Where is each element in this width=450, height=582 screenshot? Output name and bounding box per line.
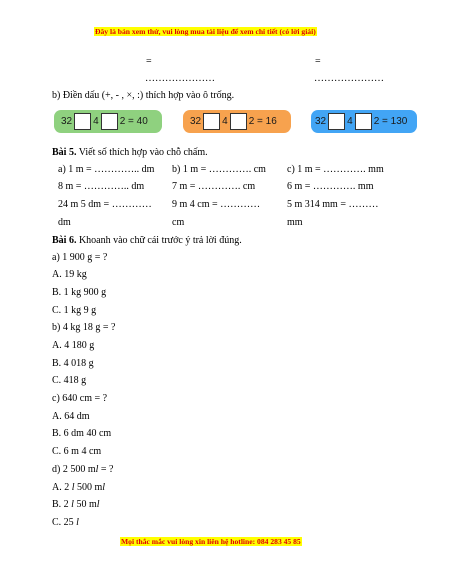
bai5-r1c2: b) 1 m = …………. cm bbox=[172, 164, 266, 175]
bai5-r1c1: a) 1 m = ………….. dm bbox=[58, 164, 155, 175]
card1-number-b: 4 bbox=[93, 116, 99, 127]
dots-left: ………………… bbox=[145, 73, 215, 84]
preview-banner: Đây là bản xem thử, vui lòng mua tài liệu để xem chi tiết (có lời giải) bbox=[95, 27, 316, 36]
qd-b-unit-1: l bbox=[71, 499, 74, 510]
operation-card-3 bbox=[311, 110, 417, 133]
question-a: a) 1 900 g = ? bbox=[52, 252, 108, 263]
bai6-title: Khoanh vào chữ cái trước ý trả lời đúng. bbox=[76, 235, 242, 246]
question-b-option-c[interactable]: C. 418 g bbox=[52, 375, 87, 386]
card3-answer-box-2[interactable] bbox=[355, 113, 372, 130]
card2-answer-box-2[interactable] bbox=[230, 113, 247, 130]
question-d-post: = ? bbox=[98, 464, 114, 475]
question-b-option-a[interactable]: A. 4 180 g bbox=[52, 340, 95, 351]
question-a-option-c[interactable]: C. 1 kg 9 g bbox=[52, 305, 97, 316]
question-d-unit: l bbox=[95, 464, 99, 475]
question-a-option-b[interactable]: B. 1 kg 900 g bbox=[52, 287, 107, 298]
dots-right: ………………… bbox=[314, 73, 384, 84]
bai5-r2c3: 6 m = …………. mm bbox=[287, 181, 374, 192]
qd-c-pre: C. 25 bbox=[52, 517, 77, 528]
card3-result: 2 = 130 bbox=[373, 116, 408, 127]
qd-b-pre: B. 2 bbox=[52, 499, 72, 510]
question-d-pre: d) 2 500 m bbox=[52, 464, 96, 475]
operation-card-2 bbox=[183, 110, 291, 133]
card2-number-a: 32 bbox=[190, 116, 202, 127]
question-d-option-b[interactable] bbox=[52, 499, 100, 511]
card2-number-b: 4 bbox=[222, 116, 228, 127]
bai5-title: Viết số thích hợp vào chỗ chấm. bbox=[76, 147, 208, 158]
question-c: c) 640 cm = ? bbox=[52, 393, 108, 404]
equals-left: = bbox=[146, 56, 152, 67]
qd-a-unit-2: l bbox=[102, 482, 106, 493]
card3-number-a: 32 bbox=[315, 116, 327, 127]
bai6-label: Bài 6. bbox=[52, 235, 77, 246]
bai5-label: Bài 5. bbox=[52, 147, 77, 158]
card2-result: 2 = 16 bbox=[248, 116, 277, 127]
qd-a-mid: 500 m bbox=[74, 482, 103, 493]
card3-number-b: 4 bbox=[347, 116, 353, 127]
card1-number-a: 32 bbox=[61, 116, 73, 127]
card3-answer-box-1[interactable] bbox=[328, 113, 345, 130]
qd-a-unit-1: l bbox=[71, 482, 75, 493]
qd-a-pre: A. 2 bbox=[52, 482, 72, 493]
question-d-option-c[interactable] bbox=[52, 517, 79, 529]
question-d bbox=[52, 464, 113, 476]
bai5-r1c3: c) 1 m = …………. mm bbox=[287, 164, 384, 175]
bai5-r4c1: dm bbox=[58, 217, 71, 228]
qd-b-mid: 50 m bbox=[73, 499, 97, 510]
bai5-r2c2: 7 m = …………. cm bbox=[172, 181, 256, 192]
question-b: b) 4 kg 18 g = ? bbox=[52, 322, 116, 333]
qd-b-unit-2: l bbox=[96, 499, 100, 510]
equals-right: = bbox=[315, 56, 321, 67]
card1-answer-box-2[interactable] bbox=[101, 113, 118, 130]
card1-answer-box-1[interactable] bbox=[74, 113, 91, 130]
bai5-heading bbox=[52, 147, 208, 159]
bai5-r2c1: 8 m = ………….. dm bbox=[58, 181, 145, 192]
card1-result: 2 = 40 bbox=[119, 116, 148, 127]
bai5-r3c2: 9 m 4 cm = ………… bbox=[172, 199, 261, 210]
hotline-footer: Mọi thắc mắc vui lòng xin liên hệ hotline: 084 283 45 85 bbox=[121, 537, 301, 546]
question-d-option-a[interactable] bbox=[52, 482, 105, 494]
question-c-option-a[interactable]: A. 64 dm bbox=[52, 411, 90, 422]
card2-answer-box-1[interactable] bbox=[203, 113, 220, 130]
question-a-option-a[interactable]: A. 19 kg bbox=[52, 269, 87, 280]
bai5-r3c1: 24 m 5 dm = ………… bbox=[58, 199, 152, 210]
question-c-option-c[interactable]: C. 6 m 4 cm bbox=[52, 446, 102, 457]
bai6-heading bbox=[52, 235, 242, 247]
bai5-r4c2: cm bbox=[172, 217, 185, 228]
part-b-instruction: b) Điền dấu (+, - , ×, :) thích hợp vào ô trống. bbox=[52, 90, 235, 101]
operation-card-1 bbox=[54, 110, 162, 133]
bai5-r4c3: mm bbox=[287, 217, 303, 228]
question-c-option-b[interactable]: B. 6 dm 40 cm bbox=[52, 428, 112, 439]
qd-c-unit-1: l bbox=[76, 517, 79, 528]
bai5-r3c3: 5 m 314 mm = ……… bbox=[287, 199, 379, 210]
question-b-option-b[interactable]: B. 4 018 g bbox=[52, 358, 94, 369]
